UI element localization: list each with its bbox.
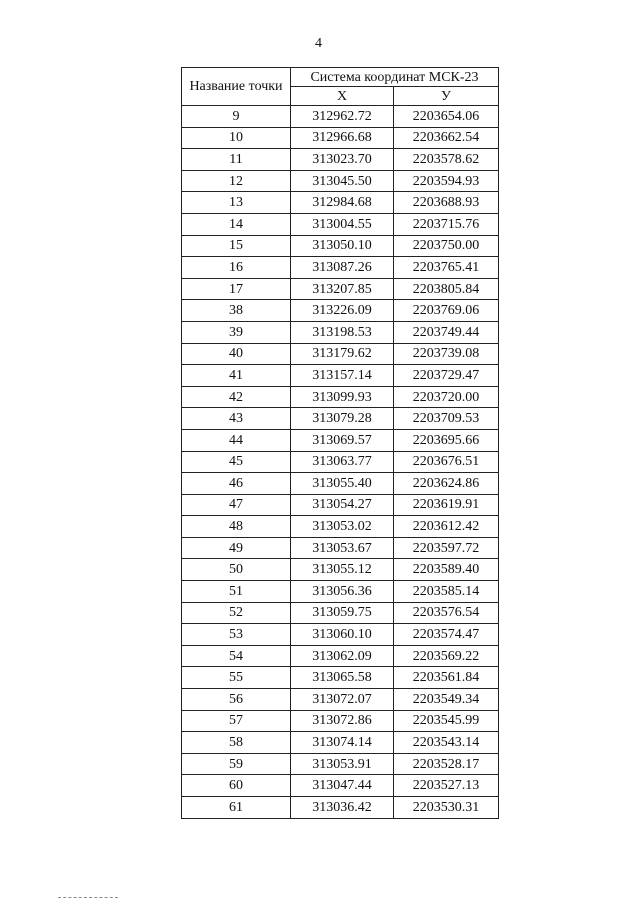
y-coordinate-cell: 2203576.54	[394, 602, 499, 624]
x-coordinate-cell: 313036.42	[291, 797, 394, 819]
table-row	[182, 775, 499, 797]
footer-mark	[58, 897, 118, 900]
x-coordinate-cell: 313179.62	[291, 343, 394, 365]
y-column-header: У	[394, 87, 499, 106]
x-coordinate-cell: 313004.55	[291, 213, 394, 235]
x-coordinate-cell: 313207.85	[291, 278, 394, 300]
y-coordinate-cell: 2203597.72	[394, 537, 499, 559]
x-coordinate-cell: 313053.91	[291, 753, 394, 775]
y-coordinate-cell: 2203749.44	[394, 321, 499, 343]
x-coordinate-cell: 313050.10	[291, 235, 394, 257]
table-header	[182, 68, 499, 106]
point-name-cell: 50	[182, 559, 291, 581]
y-coordinate-cell: 2203765.41	[394, 257, 499, 279]
x-coordinate-cell: 313157.14	[291, 365, 394, 387]
y-coordinate-cell: 2203527.13	[394, 775, 499, 797]
y-coordinate-cell: 2203578.62	[394, 149, 499, 171]
y-coordinate-cell: 2203729.47	[394, 365, 499, 387]
x-coordinate-cell: 313054.27	[291, 494, 394, 516]
table-row	[182, 365, 499, 387]
point-name-cell: 49	[182, 537, 291, 559]
table-row	[182, 689, 499, 711]
point-name-cell: 52	[182, 602, 291, 624]
x-coordinate-cell: 313055.12	[291, 559, 394, 581]
table-row	[182, 170, 499, 192]
x-coordinate-cell: 312966.68	[291, 127, 394, 149]
x-coordinate-cell: 313198.53	[291, 321, 394, 343]
x-coordinate-cell: 313060.10	[291, 624, 394, 646]
x-coordinate-cell: 313023.70	[291, 149, 394, 171]
y-coordinate-cell: 2203750.00	[394, 235, 499, 257]
x-coordinate-cell: 313056.36	[291, 581, 394, 603]
point-name-cell: 15	[182, 235, 291, 257]
y-coordinate-cell: 2203530.31	[394, 797, 499, 819]
table-row	[182, 494, 499, 516]
table-row	[182, 732, 499, 754]
table-row	[182, 667, 499, 689]
table-row	[182, 516, 499, 538]
x-coordinate-cell: 313074.14	[291, 732, 394, 754]
table-row	[182, 343, 499, 365]
y-coordinate-cell: 2203619.91	[394, 494, 499, 516]
y-coordinate-cell: 2203805.84	[394, 278, 499, 300]
y-coordinate-cell: 2203549.34	[394, 689, 499, 711]
coordinates-table	[181, 67, 499, 819]
table-row	[182, 257, 499, 279]
y-coordinate-cell: 2203624.86	[394, 473, 499, 495]
point-name-cell: 55	[182, 667, 291, 689]
point-name-cell: 41	[182, 365, 291, 387]
point-name-cell: 9	[182, 106, 291, 128]
x-coordinate-cell: 313069.57	[291, 429, 394, 451]
table-row	[182, 192, 499, 214]
y-coordinate-cell: 2203676.51	[394, 451, 499, 473]
point-name-cell: 56	[182, 689, 291, 711]
y-coordinate-cell: 2203589.40	[394, 559, 499, 581]
table-row	[182, 321, 499, 343]
x-coordinate-cell: 313053.02	[291, 516, 394, 538]
point-name-cell: 12	[182, 170, 291, 192]
y-coordinate-cell: 2203545.99	[394, 710, 499, 732]
x-coordinate-cell: 313045.50	[291, 170, 394, 192]
point-name-cell: 48	[182, 516, 291, 538]
point-name-cell: 58	[182, 732, 291, 754]
table-row	[182, 797, 499, 819]
x-coordinate-cell: 313072.86	[291, 710, 394, 732]
x-column-header: X	[291, 87, 394, 106]
y-coordinate-cell: 2203654.06	[394, 106, 499, 128]
y-coordinate-cell: 2203715.76	[394, 213, 499, 235]
point-name-cell: 40	[182, 343, 291, 365]
point-name-cell: 16	[182, 257, 291, 279]
x-coordinate-cell: 313099.93	[291, 386, 394, 408]
y-coordinate-cell: 2203594.93	[394, 170, 499, 192]
point-name-header: Название точки	[182, 68, 291, 106]
point-name-cell: 38	[182, 300, 291, 322]
x-coordinate-cell: 313053.67	[291, 537, 394, 559]
point-name-cell: 59	[182, 753, 291, 775]
table-row	[182, 127, 499, 149]
point-name-cell: 10	[182, 127, 291, 149]
table-row	[182, 386, 499, 408]
y-coordinate-cell: 2203574.47	[394, 624, 499, 646]
table-row	[182, 581, 499, 603]
y-coordinate-cell: 2203569.22	[394, 645, 499, 667]
point-name-cell: 13	[182, 192, 291, 214]
x-coordinate-cell: 313226.09	[291, 300, 394, 322]
point-name-cell: 54	[182, 645, 291, 667]
y-coordinate-cell: 2203739.08	[394, 343, 499, 365]
x-coordinate-cell: 312962.72	[291, 106, 394, 128]
table-row	[182, 300, 499, 322]
table-row	[182, 451, 499, 473]
table-row	[182, 710, 499, 732]
y-coordinate-cell: 2203561.84	[394, 667, 499, 689]
point-name-cell: 14	[182, 213, 291, 235]
point-name-cell: 51	[182, 581, 291, 603]
coordinate-system-header: Система координат МСК-23	[291, 68, 499, 87]
point-name-cell: 39	[182, 321, 291, 343]
y-coordinate-cell: 2203695.66	[394, 429, 499, 451]
table-row	[182, 624, 499, 646]
point-name-cell: 61	[182, 797, 291, 819]
y-coordinate-cell: 2203585.14	[394, 581, 499, 603]
y-coordinate-cell: 2203543.14	[394, 732, 499, 754]
table-row	[182, 602, 499, 624]
page-number: 4	[315, 36, 322, 51]
y-coordinate-cell: 2203612.42	[394, 516, 499, 538]
point-name-cell: 53	[182, 624, 291, 646]
x-coordinate-cell: 313065.58	[291, 667, 394, 689]
table-row	[182, 235, 499, 257]
table-row	[182, 106, 499, 128]
x-coordinate-cell: 313047.44	[291, 775, 394, 797]
x-coordinate-cell: 313063.77	[291, 451, 394, 473]
table-row	[182, 429, 499, 451]
y-coordinate-cell: 2203720.00	[394, 386, 499, 408]
point-name-cell: 45	[182, 451, 291, 473]
table-row	[182, 149, 499, 171]
point-name-cell: 44	[182, 429, 291, 451]
y-coordinate-cell: 2203769.06	[394, 300, 499, 322]
point-name-cell: 60	[182, 775, 291, 797]
table-row	[182, 408, 499, 430]
table-row	[182, 559, 499, 581]
table-row	[182, 213, 499, 235]
point-name-cell: 17	[182, 278, 291, 300]
y-coordinate-cell: 2203528.17	[394, 753, 499, 775]
x-coordinate-cell: 313079.28	[291, 408, 394, 430]
point-name-cell: 46	[182, 473, 291, 495]
table-row	[182, 473, 499, 495]
table-row	[182, 645, 499, 667]
table-row	[182, 753, 499, 775]
x-coordinate-cell: 313087.26	[291, 257, 394, 279]
table-body	[182, 106, 499, 819]
table-row	[182, 278, 499, 300]
x-coordinate-cell: 313072.07	[291, 689, 394, 711]
point-name-cell: 42	[182, 386, 291, 408]
point-name-cell: 43	[182, 408, 291, 430]
y-coordinate-cell: 2203688.93	[394, 192, 499, 214]
table-row	[182, 537, 499, 559]
x-coordinate-cell: 313059.75	[291, 602, 394, 624]
x-coordinate-cell: 312984.68	[291, 192, 394, 214]
x-coordinate-cell: 313062.09	[291, 645, 394, 667]
y-coordinate-cell: 2203709.53	[394, 408, 499, 430]
point-name-cell: 47	[182, 494, 291, 516]
point-name-cell: 11	[182, 149, 291, 171]
y-coordinate-cell: 2203662.54	[394, 127, 499, 149]
x-coordinate-cell: 313055.40	[291, 473, 394, 495]
point-name-cell: 57	[182, 710, 291, 732]
